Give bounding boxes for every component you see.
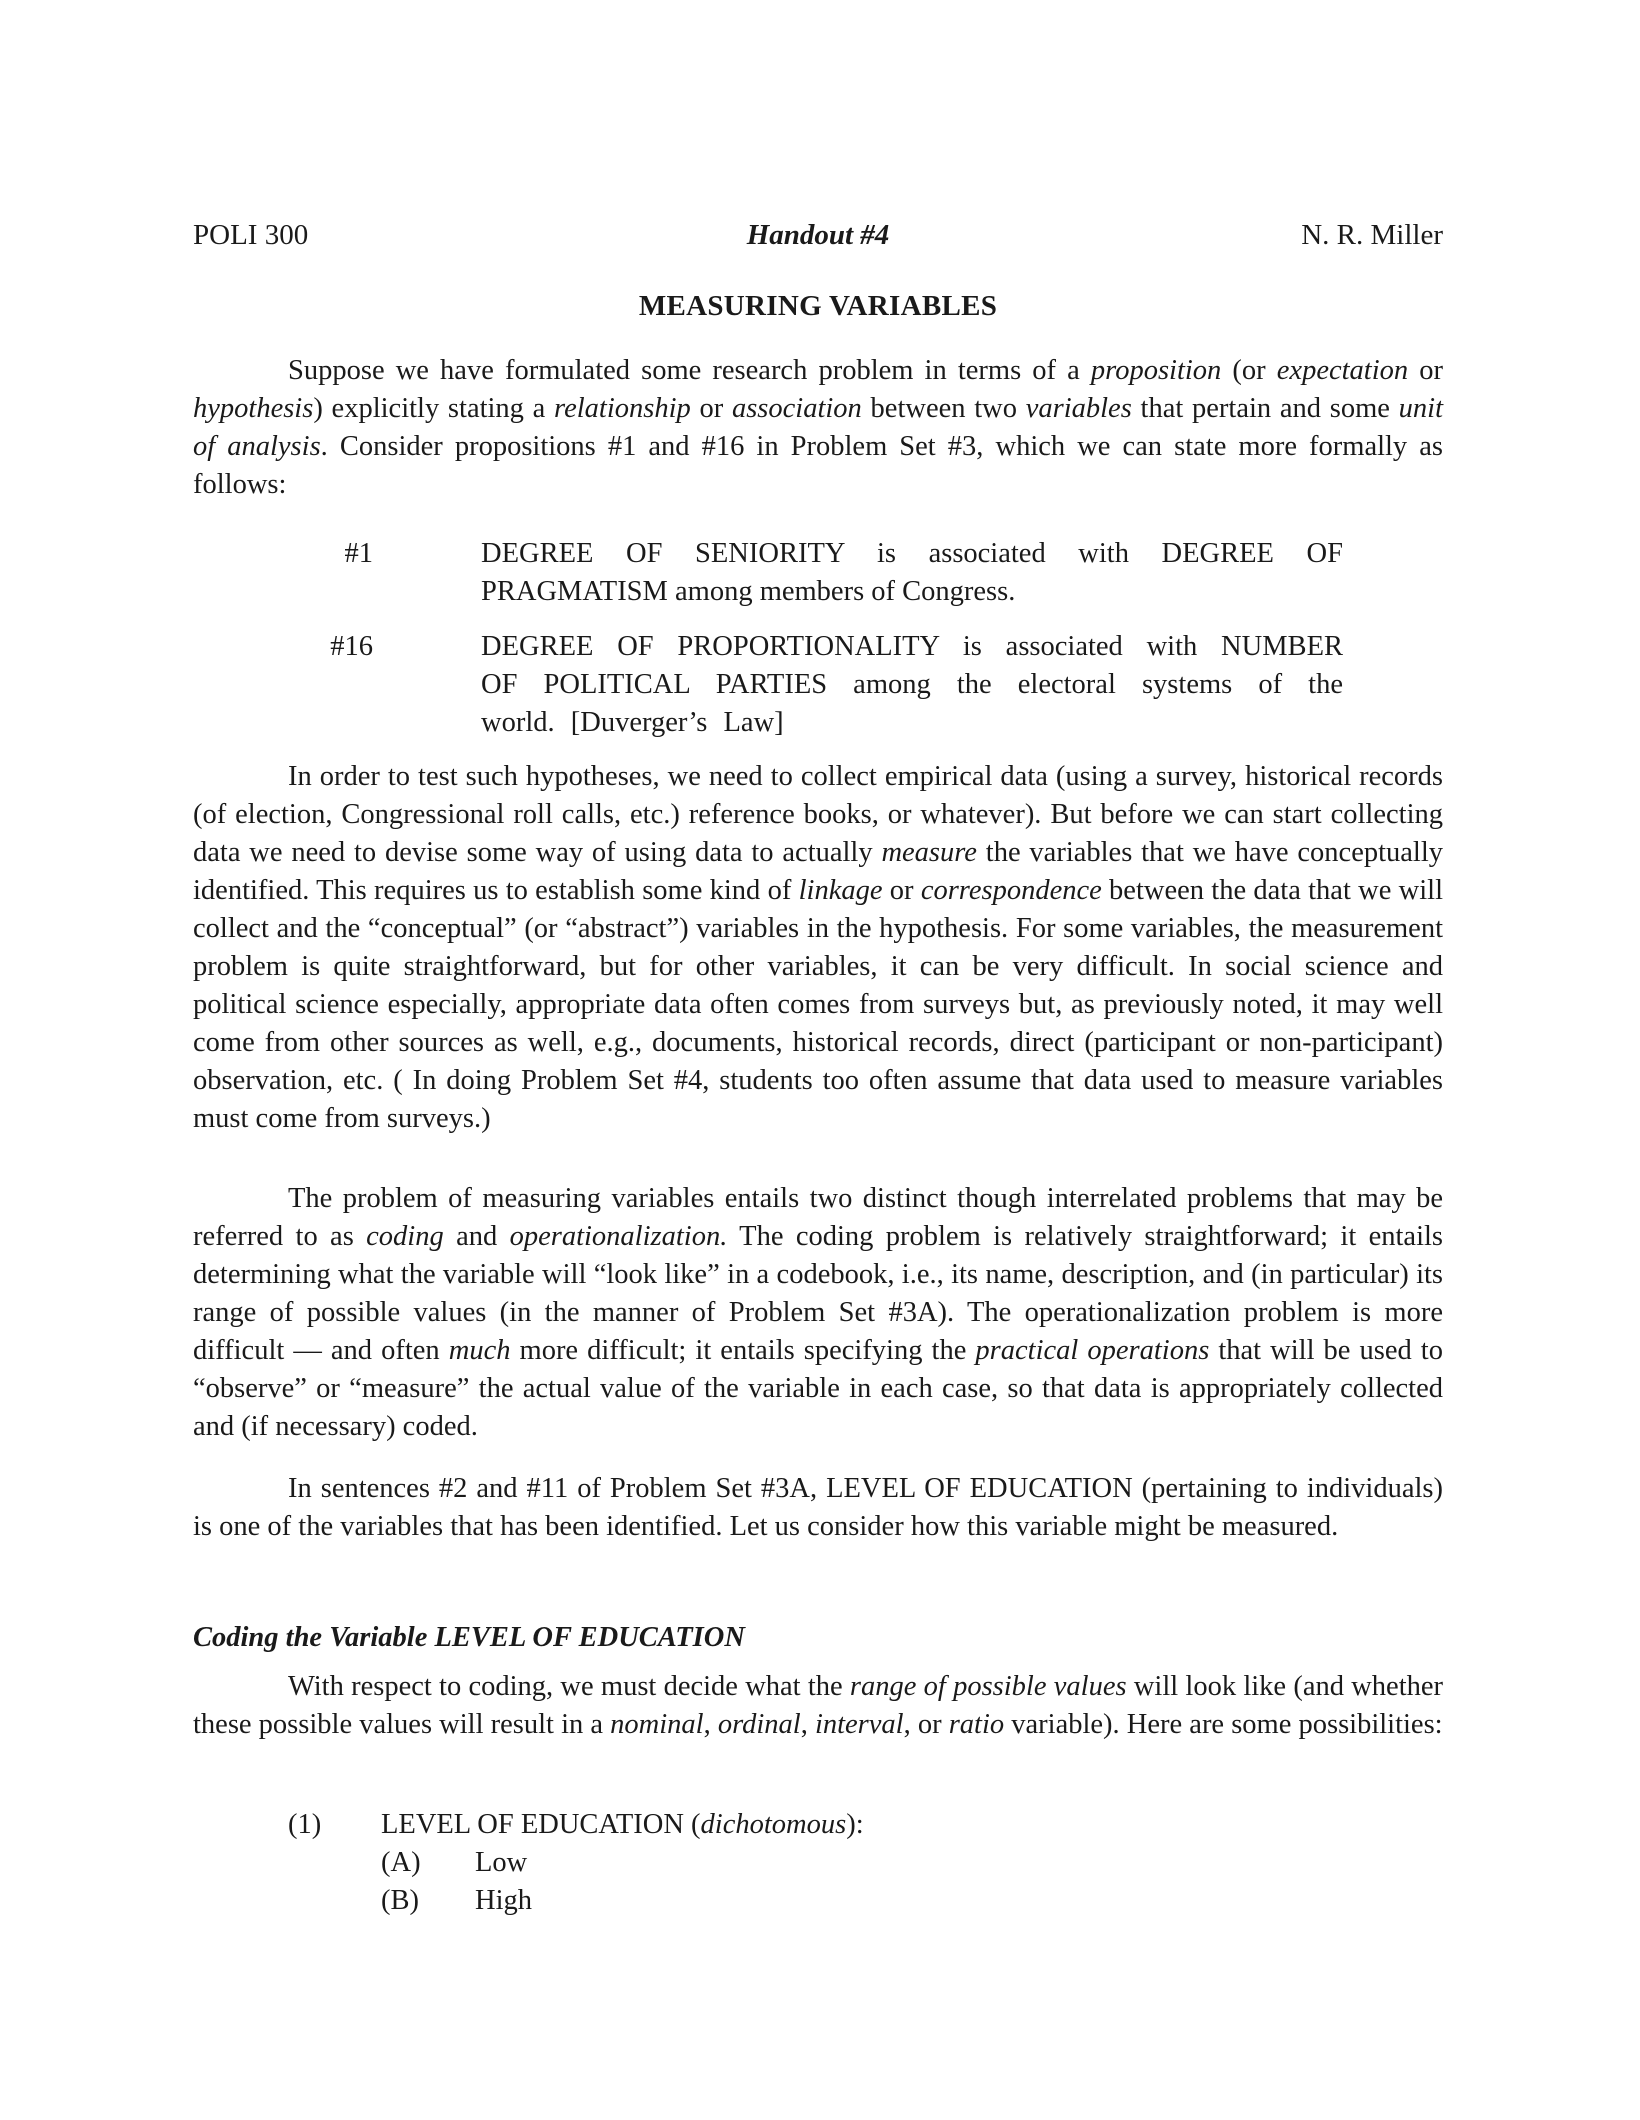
document-title: MEASURING VARIABLES <box>638 290 998 322</box>
page-header <box>193 215 1443 255</box>
paragraph-data-collection: In order to test such hypotheses, we need to collect empirical data (using a survey, historical records (of election, Congressional roll calls, etc.) reference books, or whatever). But before we can start collecting data we need to devise some way of using data to actually measure the variables that we have conceptually identified. This requires us to establish some kind of linkage or correspondence between the data that we will collect and the “conceptual” (or “abstract”) variables in the hypothesis. For some variables, the measurement problem is quite straightforward, but for other variables, it can be very difficult. In social science and political science especially, appropriate data often comes from surveys but, as previously noted, it may well come from other sources as well, e.g., documents, historical records, direct (participant or non-participant) observation, etc. ( In doing Problem Set #4, students too often assume that data used to measure variables must come from surveys.) <box>193 761 1443 1134</box>
intro-paragraph: Suppose we have formulated some research problem in terms of a proposition (or expectation or hypothesis) explicitly stating a relationship or association between two variables that pertain and some unit of analysis. Consider propositions #1 and #16 in Problem Set #3, which we can state more formally as follows: <box>193 355 1444 500</box>
author-name: N. R. Miller <box>1301 219 1443 251</box>
proposition-text: DEGREE OF SENIORITY is associated with DEGREE OF PRAGMATISM among members of Congress. <box>481 538 1343 607</box>
proposition-text: DEGREE OF PROPORTIONALITY is associated with NUMBER OF POLITICAL PARTIES among the electoral systems of the world. [Duverger’s Law] <box>481 631 1343 738</box>
list-number: (1) <box>288 1809 322 1840</box>
list-heading: LEVEL OF EDUCATION (dichotomous): <box>381 1809 864 1840</box>
section-heading: Coding the Variable LEVEL OF EDUCATION <box>193 1622 745 1653</box>
option-value: High <box>475 1885 532 1916</box>
option-code: (A) <box>381 1847 421 1878</box>
paragraph-coding-operationalization: The problem of measuring variables entails two distinct though interrelated problems that may be referred to as coding and operationalization. The coding problem is relatively straightforward; it entails determining what the variable will “look like” in a codebook, i.e., its name, description, and (in particular) its range of possible values (in the manner of Problem Set #3A). The operationalization problem is more difficult — and often much more difficult; it entails specifying the practical operations that will be used to “observe” or “measure” the actual value of the variable in each case, so that data is appropriately collected and (if necessary) coded. <box>193 1183 1443 1442</box>
handout-number: Handout #4 <box>746 219 890 251</box>
option-code: (B) <box>381 1885 419 1916</box>
proposition-number: #16 <box>330 631 373 662</box>
option-value: Low <box>475 1847 528 1878</box>
proposition-16 <box>293 628 1343 748</box>
course-code: POLI 300 <box>193 219 309 251</box>
paragraph-level-of-education: In sentences #2 and #11 of Problem Set #3A, LEVEL OF EDUCATION (pertaining to individuals) is one of the variables that has been identified. Let us consider how this variable might be measured. <box>193 1473 1443 1542</box>
paragraph-range-of-values: With respect to coding, we must decide what the range of possible values will look like (and whether these possible values will result in a nominal, ordinal, interval, or ratio variable). Here are some possibilities: <box>193 1671 1444 1740</box>
proposition-number: #1 <box>344 538 373 569</box>
proposition-1 <box>293 535 1343 615</box>
